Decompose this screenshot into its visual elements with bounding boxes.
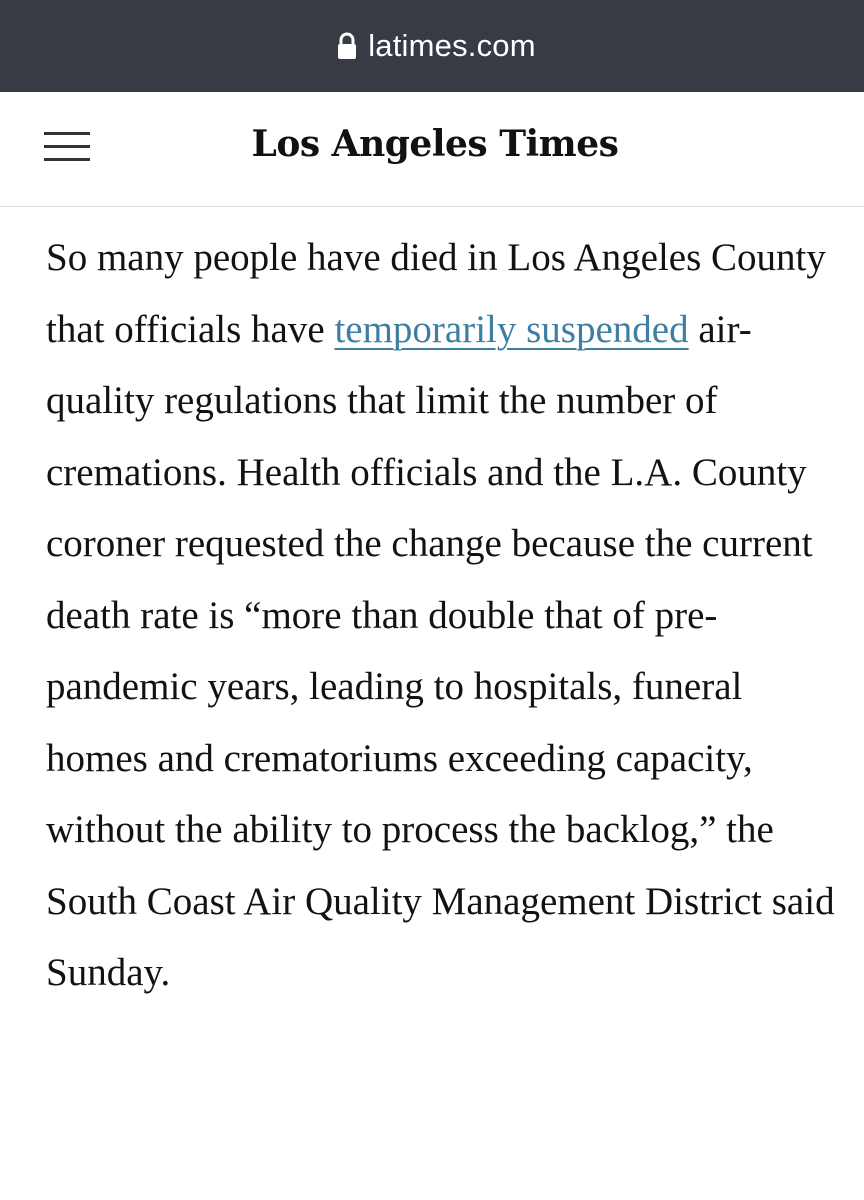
paragraph-text-start: So many people have died in Los Angeles County that officials have xyxy=(46,236,826,351)
paragraph-text-end: air-quality regulations that limit the number of cremations. Health officials and the L.A. County coroner requested the change because the current death rate is “more than double that of pre-pandemic years, leading to hospitals, funeral homes and crematoriums exceeding capacity, without the ability to process the backlog,” the South Coast Air Quality Management District said Sunday. xyxy=(46,307,835,994)
masthead-logo[interactable] xyxy=(250,116,620,177)
url-display[interactable] xyxy=(336,28,536,64)
lock-icon xyxy=(336,31,358,61)
url-text: latimes.com xyxy=(368,28,536,63)
site-header xyxy=(0,92,864,207)
masthead-text: Los Angeles Times xyxy=(251,123,619,165)
article-paragraph xyxy=(46,222,836,1009)
browser-address-bar[interactable] xyxy=(0,0,864,92)
temporarily-suspended-link[interactable]: temporarily suspended xyxy=(334,307,689,351)
hamburger-menu-icon[interactable] xyxy=(44,130,92,162)
article-body xyxy=(46,222,836,1009)
